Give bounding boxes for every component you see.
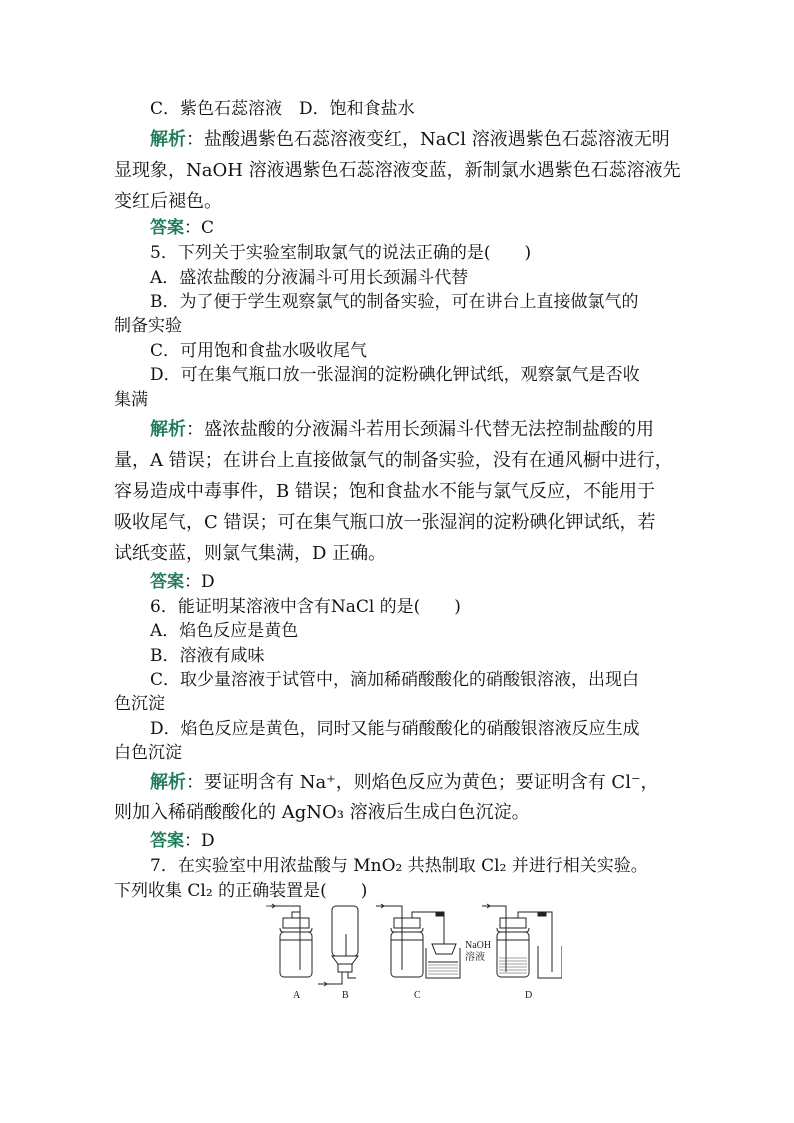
analysis-line: 解析：盐酸遇紫色石蕊溶液变红，NaCl 溶液遇紫色石蕊溶液无明 — [150, 129, 670, 150]
gas-collection-apparatus-figure — [262, 898, 562, 1006]
question-6-option-d: D．焰色反应是黄色，同时又能与硝酸酸化的硝酸银溶液反应生成 — [150, 719, 640, 739]
analysis-line: 变红后褪色。 — [114, 191, 222, 212]
answer-label: 答案 — [150, 831, 184, 851]
question-6-option-c: C．取少量溶液于试管中，滴加稀硝酸酸化的硝酸银溶液，出现白 — [150, 670, 640, 690]
question-5-option-a: A．盛浓盐酸的分液漏斗可用长颈漏斗代替 — [150, 268, 469, 288]
apparatus-c — [376, 904, 460, 978]
question-5-option-b-cont: 制备实验 — [114, 316, 182, 336]
analysis-label: 解析 — [150, 419, 186, 440]
question-6-stem: 6．能证明某溶液中含有NaCl 的是( ) — [150, 597, 461, 617]
analysis-line: 解析：要证明含有 Na⁺，则焰色反应为黄色；要证明含有 Cl⁻， — [150, 772, 659, 793]
apparatus-label-b: B — [342, 990, 349, 1001]
question-5-stem: 5．下列关于实验室制取氯气的说法正确的是( ) — [150, 243, 532, 263]
apparatus-b — [318, 906, 358, 986]
question-6-option-b: B．溶液有咸味 — [150, 646, 265, 666]
apparatus-a — [266, 904, 312, 977]
apparatus-label-a: A — [293, 990, 301, 1001]
analysis-line: 则加入稀硝酸酸化的 AgNO₃ 溶液后生成白色沉淀。 — [114, 802, 530, 823]
answer-line: 答案：D — [150, 572, 215, 592]
reagent-label-bottom: 溶液 — [465, 952, 485, 963]
analysis-label: 解析 — [150, 772, 186, 793]
analysis-label: 解析 — [150, 129, 186, 150]
analysis-line: 解析：盛浓盐酸的分液漏斗若用长颈漏斗代替无法控制盐酸的用 — [150, 419, 654, 440]
answer-label: 答案 — [150, 218, 184, 238]
analysis-line: 量，A 错误；在讲台上直接做氯气的制备实验，没有在通风橱中进行， — [114, 450, 673, 471]
question-7-stem-cont: 下列收集 Cl₂ 的正确装置是( ) — [114, 881, 368, 901]
analysis-line: 吸收尾气，C 错误；可在集气瓶口放一张湿润的淀粉碘化钾试纸，若 — [114, 512, 656, 533]
apparatus-label-d: D — [525, 990, 533, 1001]
analysis-line: 试纸变蓝，则氯气集满，D 正确。 — [114, 543, 387, 564]
line-option-c-d: C．紫色石蕊溶液 D．饱和食盐水 — [150, 99, 415, 119]
reagent-label-top: NaOH — [465, 940, 492, 951]
question-7-stem: 7．在实验室中用浓盐酸与 MnO₂ 共热制取 Cl₂ 并进行相关实验。 — [150, 856, 648, 876]
analysis-line: 容易造成中毒事件，B 错误；饱和食盐水不能与氯气反应，不能用于 — [114, 481, 655, 502]
answer-label: 答案 — [150, 572, 184, 592]
question-6-option-c-cont: 色沉淀 — [114, 694, 165, 714]
question-6-option-d-cont: 白色沉淀 — [114, 743, 182, 763]
question-5-option-b: B．为了便于学生观察氯气的制备实验，可在讲台上直接做氯气的 — [150, 292, 639, 312]
analysis-line: 显现象，NaOH 溶液遇紫色石蕊溶液变蓝，新制氯水遇紫色石蕊溶液先 — [114, 160, 681, 181]
question-5-option-d: D．可在集气瓶口放一张湿润的淀粉碘化钾试纸，观察氯气是否收 — [150, 365, 640, 385]
question-6-option-a: A．焰色反应是黄色 — [150, 621, 299, 641]
question-5-option-c: C．可用饱和食盐水吸收尾气 — [150, 341, 368, 361]
question-5-option-d-cont: 集满 — [114, 390, 148, 410]
apparatus-label-c: C — [414, 990, 421, 1001]
answer-line: 答案：C — [150, 218, 215, 238]
answer-line: 答案：D — [150, 831, 215, 851]
